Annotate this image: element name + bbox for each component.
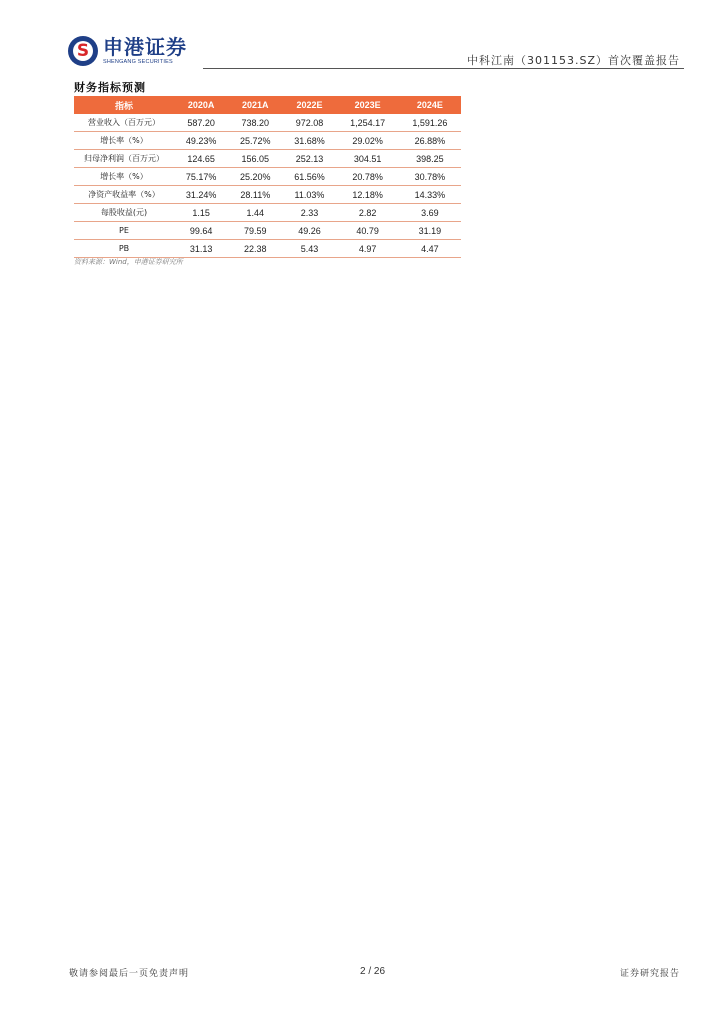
table-header-row xyxy=(74,96,461,114)
table-row xyxy=(74,150,461,168)
table-cell: 1,254.17 xyxy=(337,114,399,132)
column-header: 2021A xyxy=(228,96,282,114)
table-cell: 1.44 xyxy=(228,204,282,222)
column-header: 2023E xyxy=(337,96,399,114)
table-cell: 1.15 xyxy=(174,204,228,222)
table-cell: 22.38 xyxy=(228,240,282,258)
table-cell: 29.02% xyxy=(337,132,399,150)
table-row xyxy=(74,186,461,204)
table-cell: 49.23% xyxy=(174,132,228,150)
table-cell: 75.17% xyxy=(174,168,228,186)
table-cell: 61.56% xyxy=(282,168,336,186)
table-cell: 31.24% xyxy=(174,186,228,204)
table-row xyxy=(74,132,461,150)
table-cell: 30.78% xyxy=(399,168,461,186)
row-label: 净资产收益率（%） xyxy=(74,186,174,204)
column-header: 2024E xyxy=(399,96,461,114)
table-cell: 28.11% xyxy=(228,186,282,204)
footer-disclaimer: 敬请参阅最后一页免责声明 xyxy=(69,969,190,979)
table-cell: 49.26 xyxy=(282,222,336,240)
table-cell: 2.33 xyxy=(282,204,336,222)
financial-forecast-table xyxy=(74,96,461,258)
table-cell: 3.69 xyxy=(399,204,461,222)
table-cell: 20.78% xyxy=(337,168,399,186)
header-divider xyxy=(203,68,684,69)
section-title: 财务指标预测 xyxy=(74,81,146,94)
row-label: PB xyxy=(74,240,174,258)
table-cell: 31.19 xyxy=(399,222,461,240)
page-number: 2 / 26 xyxy=(360,966,386,977)
row-label: 归母净利润（百万元） xyxy=(74,150,174,168)
row-label: PE xyxy=(74,222,174,240)
column-header: 2022E xyxy=(282,96,336,114)
table-row xyxy=(74,240,461,258)
table-cell: 4.47 xyxy=(399,240,461,258)
table-cell: 14.33% xyxy=(399,186,461,204)
table-cell: 398.25 xyxy=(399,150,461,168)
table-cell: 738.20 xyxy=(228,114,282,132)
table-cell: 252.13 xyxy=(282,150,336,168)
table-source-note: 资料来源：Wind，申港证券研究所 xyxy=(74,258,183,266)
table-cell: 31.13 xyxy=(174,240,228,258)
table-cell: 4.97 xyxy=(337,240,399,258)
table-cell: 587.20 xyxy=(174,114,228,132)
table-cell: 5.43 xyxy=(282,240,336,258)
table-cell: 25.20% xyxy=(228,168,282,186)
table-row xyxy=(74,114,461,132)
table-row xyxy=(74,168,461,186)
table-cell: 25.72% xyxy=(228,132,282,150)
column-header: 2020A xyxy=(174,96,228,114)
column-header: 指标 xyxy=(74,96,174,114)
row-label: 每股收益(元) xyxy=(74,204,174,222)
table-cell: 26.88% xyxy=(399,132,461,150)
logo-icon: S xyxy=(68,36,98,66)
table-cell: 972.08 xyxy=(282,114,336,132)
logo-name-cn: 申港证券 xyxy=(103,35,187,59)
table-cell: 156.05 xyxy=(228,150,282,168)
table-row xyxy=(74,204,461,222)
table-row xyxy=(74,222,461,240)
footer-report-type: 证券研究报告 xyxy=(619,969,680,979)
row-label: 营业收入（百万元） xyxy=(74,114,174,132)
logo-name-en: SHENGANG SECURITIES xyxy=(103,59,173,65)
table-cell: 1,591.26 xyxy=(399,114,461,132)
row-label: 增长率（%） xyxy=(74,132,174,150)
company-logo xyxy=(68,36,187,66)
table-cell: 2.82 xyxy=(337,204,399,222)
table-cell: 79.59 xyxy=(228,222,282,240)
table-cell: 11.03% xyxy=(282,186,336,204)
table-cell: 40.79 xyxy=(337,222,399,240)
table-cell: 12.18% xyxy=(337,186,399,204)
table-cell: 124.65 xyxy=(174,150,228,168)
table-cell: 31.68% xyxy=(282,132,336,150)
table-cell: 304.51 xyxy=(337,150,399,168)
row-label: 增长率（%） xyxy=(74,168,174,186)
table-cell: 99.64 xyxy=(174,222,228,240)
report-title: 中科江南（301153.SZ）首次覆盖报告 xyxy=(466,54,680,67)
